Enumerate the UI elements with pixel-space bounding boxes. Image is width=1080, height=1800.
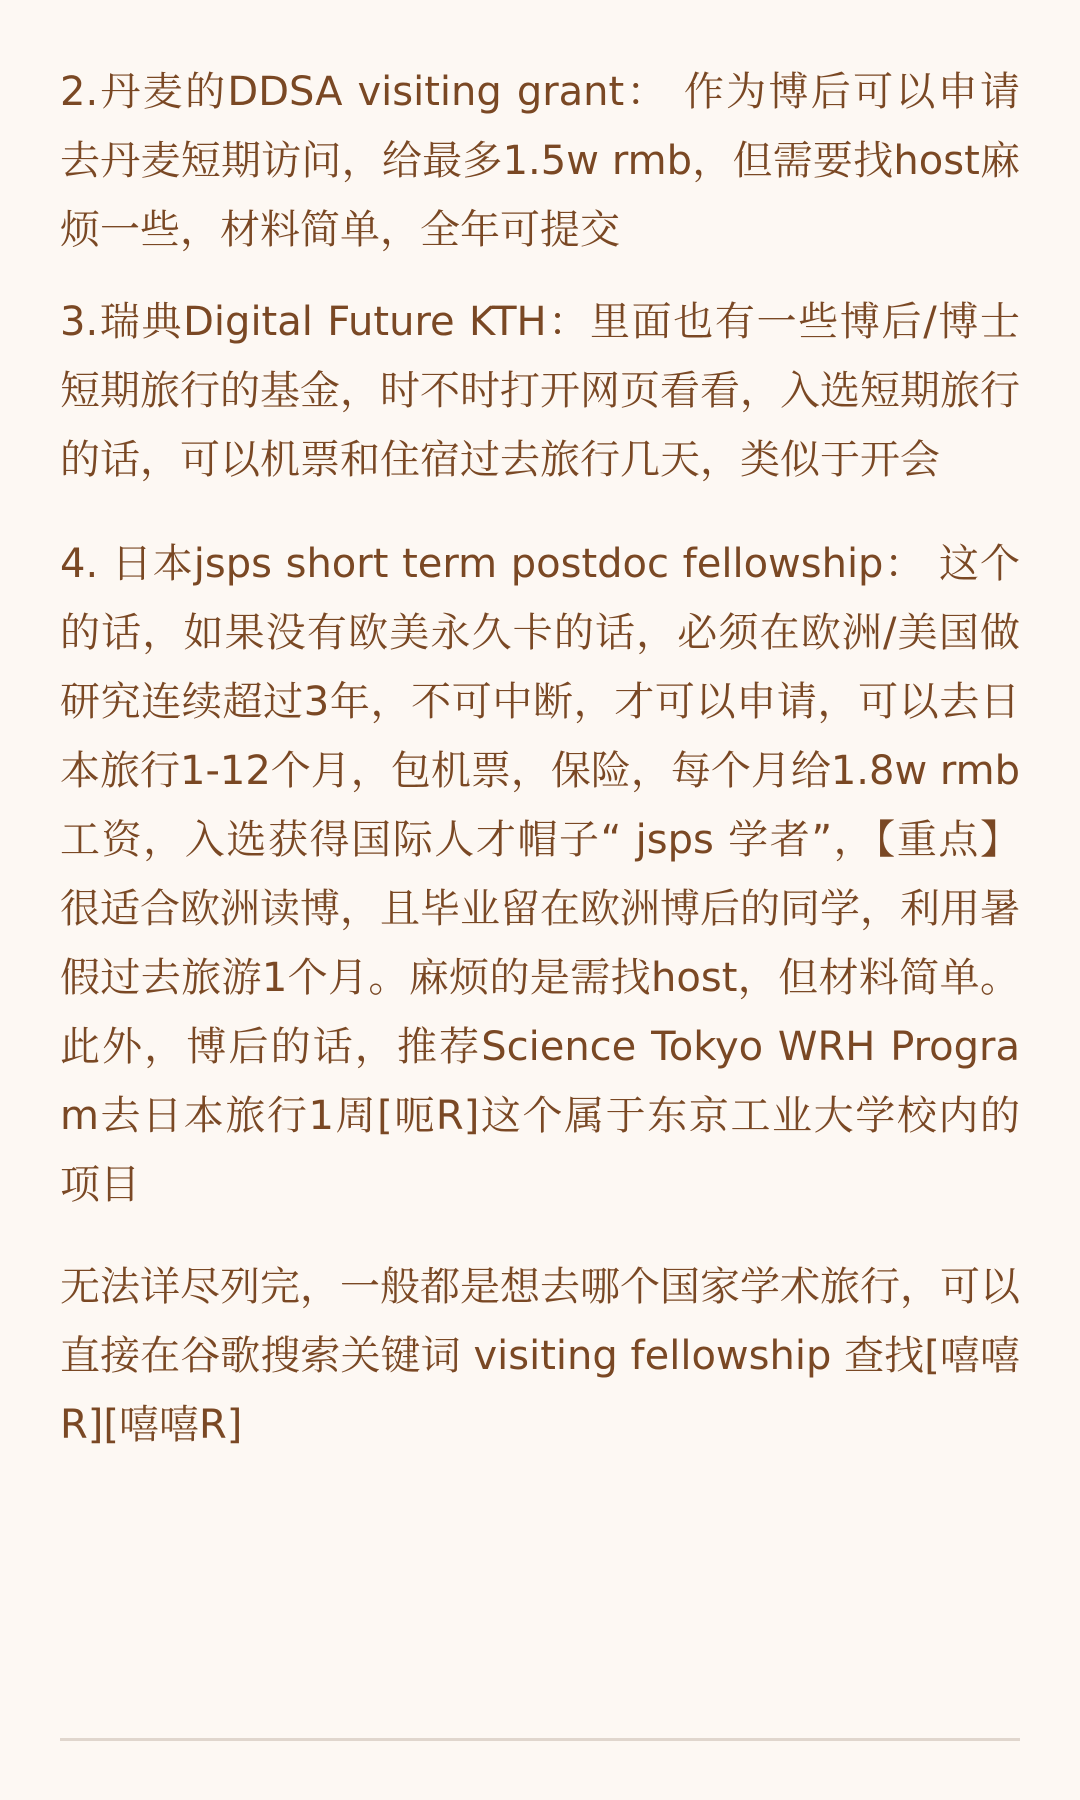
paragraph-summary: 无法详尽列完，一般都是想去哪个国家学术旅行，可以直接在谷歌搜索关键词 visiting fellowship 查找[嘻嘻R][嘻嘻R]: [60, 1264, 1020, 1448]
post-body: [60, 58, 1020, 1460]
paragraph-kth-digital-future: 3.瑞典Digital Future KTH：里面也有一些博后/博士短期旅行的基金，时不时打开网页看看，入选短期旅行的话，可以机票和住宿过去旅行几天，类似于开会: [60, 299, 1020, 483]
paragraph-jsps-fellowship: 4. 日本jsps short term postdoc fellowship： 这个的话，如果没有欧美永久卡的话，必须在欧洲/美国做研究连续超过3年，不可中断，才可以申请，可以去日本旅行1-12个月，包机票，保险，每个月给1.8w rmb工资，入选获得国际人才帽子“ jsps 学者”，【重点】很适合欧洲读博，且毕业留在欧洲博后的同学，利用暑假过去旅游1个月。麻烦的是需找host，但材料简单。此外，博后的话，推荐Science Tokyo WRH Program去日本旅行1周[呃R]这个属于东京工业大学校内的项目: [60, 541, 1020, 1208]
paragraph-ddsa-grant: 2.丹麦的DDSA visiting grant： 作为博后可以申请去丹麦短期访问，给最多1.5w rmb，但需要找host麻烦一些，材料简单，全年可提交: [60, 69, 1020, 253]
bottom-divider: [60, 1738, 1020, 1741]
